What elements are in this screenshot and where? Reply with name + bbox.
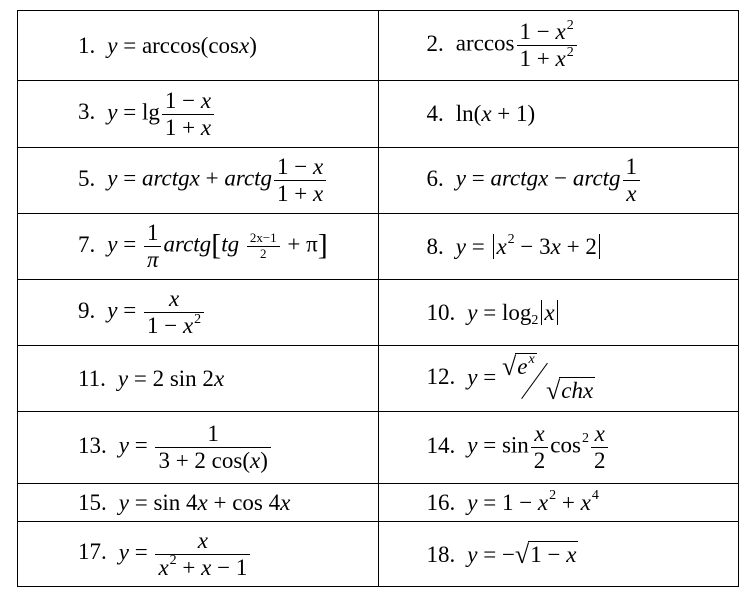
table-row bbox=[18, 522, 739, 587]
fraction: $\frac{x}{1 - x^2}$ bbox=[144, 286, 204, 339]
table-row bbox=[18, 484, 739, 522]
fraction: $\frac{1 - x^2}{1 + x^2}$ bbox=[517, 19, 577, 72]
item-17: 17. y = $\frac{x}{x^2 + x - 1}$ bbox=[18, 522, 379, 587]
exercise-table bbox=[17, 10, 739, 587]
item-number: 18. bbox=[426, 541, 456, 567]
fraction: $\frac{x}{2}$ bbox=[591, 421, 609, 474]
item-number: 8. bbox=[426, 233, 444, 259]
fraction: $\frac{1}{x}$ bbox=[623, 154, 641, 207]
item-number: 16. bbox=[426, 489, 456, 515]
item-11: 11. y = 2 sin 2x bbox=[18, 346, 379, 412]
fraction: $\frac{1}{3 + 2 \cos(x)}$ bbox=[155, 421, 270, 474]
item-number: 9. bbox=[78, 297, 96, 323]
item-13: 13. y = $\frac{1}{3 + 2 \cos(x)}$ bbox=[18, 412, 379, 484]
small-fraction: $\frac{2x-1}{2}$ bbox=[247, 231, 280, 261]
table-row bbox=[18, 148, 739, 214]
table-row bbox=[18, 214, 739, 280]
item-8: 8. $y = x^2 - 3x + 2$ bbox=[378, 214, 739, 280]
slanted-fraction: $√e^x$ √chx bbox=[501, 351, 594, 405]
item-number: 12. bbox=[426, 363, 456, 389]
item-18: 18. y = −√1 − x bbox=[378, 522, 739, 587]
item-number: 14. bbox=[426, 432, 456, 458]
item-number: 3. bbox=[78, 99, 96, 125]
item-6: 6. y = arctgx − arctg $\frac{1}{x}$ bbox=[378, 148, 739, 214]
radical: 1 − x bbox=[530, 541, 577, 567]
item-number: 5. bbox=[78, 165, 96, 191]
item-number: 6. bbox=[426, 165, 444, 191]
item-number: 2. bbox=[426, 30, 444, 56]
item-number: 7. bbox=[78, 231, 96, 257]
item-7: 7. y = $\frac{1}{\pi}$ arctg[tg $\frac{2x-1}{2}$ + π] bbox=[18, 214, 379, 280]
table-row bbox=[18, 412, 739, 484]
fraction: $\frac{x}{x^2 + x - 1}$ bbox=[155, 528, 250, 581]
item-4: 4. ln(x + 1) bbox=[378, 81, 739, 148]
fraction: $\frac{x}{2}$ bbox=[531, 421, 549, 474]
item-3: 3. y = lg $\frac{1 - x}{1 + x}$ bbox=[18, 81, 379, 148]
item-number: 15. bbox=[78, 489, 107, 515]
table-row bbox=[18, 280, 739, 346]
table-row bbox=[18, 11, 739, 81]
absolute-value: $x^2 - 3x + 2$ bbox=[493, 234, 599, 259]
item-number: 11. bbox=[78, 365, 106, 391]
item-number: 17. bbox=[78, 539, 107, 565]
item-2: 2. arccos $\frac{1 - x^2}{1 + x^2}$ bbox=[378, 11, 739, 81]
item-12: 12. y = $√e^x$ √chx bbox=[378, 346, 739, 412]
item-number: 4. bbox=[426, 101, 444, 126]
absolute-value: x bbox=[541, 300, 557, 325]
item-1: 1. y = arccos(cosx) bbox=[18, 11, 379, 81]
fraction: $\frac{1}{\pi}$ bbox=[144, 220, 162, 273]
item-number: 1. bbox=[78, 32, 96, 58]
item-10: 10. $y = \log_2 x$ bbox=[378, 280, 739, 346]
item-15: 15. y = sin 4x + cos 4x bbox=[18, 484, 379, 522]
item-9: 9. y = $\frac{x}{1 - x^2}$ bbox=[18, 280, 379, 346]
fraction: $\frac{1 - x}{1 + x}$ bbox=[274, 154, 326, 207]
table-row bbox=[18, 346, 739, 412]
item-number: 13. bbox=[78, 432, 107, 458]
item-number: 10. bbox=[426, 299, 456, 325]
item-16: 16. $y = 1 - x^2 + x^4$ bbox=[378, 484, 739, 522]
table-row bbox=[18, 81, 739, 148]
item-14: 14. y = sin $\frac{x}{2}$ $\cos^2$ $\frac{x}{2}$ bbox=[378, 412, 739, 484]
item-5: 5. y = arctgx + arctg $\frac{1 - x}{1 + x}$ bbox=[18, 148, 379, 214]
fraction: $\frac{1 - x}{1 + x}$ bbox=[162, 88, 214, 141]
